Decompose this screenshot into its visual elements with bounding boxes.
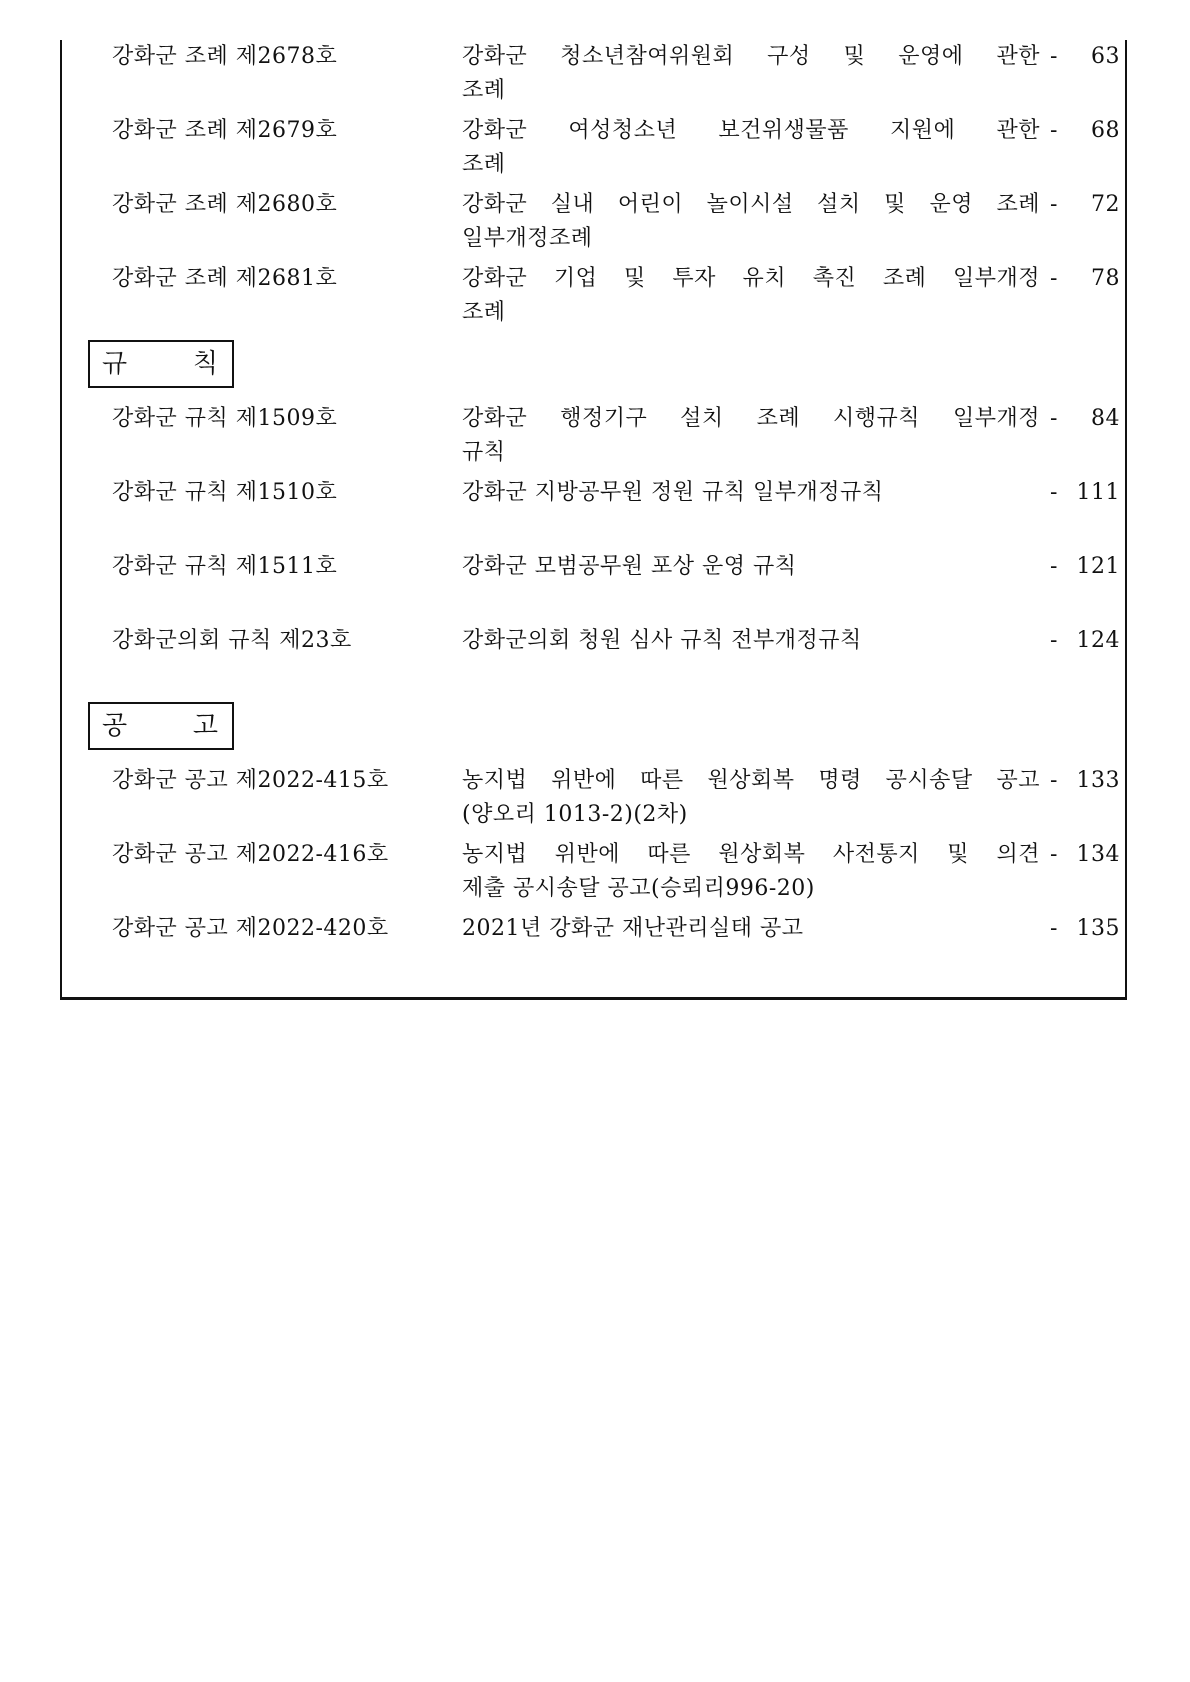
- section-heading-char: 칙: [192, 349, 218, 379]
- entry-number: 강화군 규칙 제1509호: [112, 406, 338, 431]
- section-heading-char: 고: [192, 711, 218, 741]
- entry-dash: -: [1050, 192, 1058, 217]
- entry-dash: -: [1050, 554, 1058, 579]
- entry-title: 강화군 기업 및 투자 유치 촉진 조례 일부개정: [462, 266, 1040, 291]
- entry-number: 강화군 공고 제2022-416호: [112, 842, 389, 867]
- entry-dash: -: [1050, 480, 1058, 505]
- entry-title-continued: 조례: [462, 152, 506, 177]
- entry-page: 78: [1091, 266, 1120, 291]
- entry-number: 강화군 조례 제2679호: [112, 118, 338, 143]
- entry-page: 111: [1076, 480, 1120, 505]
- entry-dash: -: [1050, 44, 1058, 69]
- document-frame: [60, 40, 1127, 1000]
- entry-title: 2021년 강화군 재난관리실태 공고: [462, 916, 804, 941]
- entry-title: 강화군 행정기구 설치 조례 시행규칙 일부개정: [462, 406, 1040, 431]
- entry-page: 72: [1091, 192, 1120, 217]
- entry-title-continued: 조례: [462, 78, 506, 103]
- entry-title-continued: 제출 공시송달 공고(승뢰리996-20): [462, 876, 815, 901]
- entry-page: 133: [1076, 768, 1120, 793]
- entry-page: 63: [1091, 44, 1120, 69]
- entry-title: 농지법 위반에 따른 원상회복 사전통지 및 의견: [462, 842, 1040, 867]
- entry-title-continued: 조례: [462, 300, 506, 325]
- entry-page: 84: [1091, 406, 1120, 431]
- entry-dash: -: [1050, 628, 1058, 653]
- entry-dash: -: [1050, 266, 1058, 291]
- entry-title: 농지법 위반에 따른 원상회복 명령 공시송달 공고: [462, 768, 1040, 793]
- entry-number: 강화군 조례 제2680호: [112, 192, 338, 217]
- entry-page: 134: [1076, 842, 1120, 867]
- entry-dash: -: [1050, 406, 1058, 431]
- section-heading-char: 공: [102, 711, 128, 741]
- entry-page: 135: [1076, 916, 1120, 941]
- entry-number: 강화군 규칙 제1511호: [112, 554, 338, 579]
- entry-page: 124: [1076, 628, 1120, 653]
- entry-number: 강화군 공고 제2022-420호: [112, 916, 389, 941]
- entry-dash: -: [1050, 916, 1058, 941]
- entry-title: 강화군 청소년참여위원회 구성 및 운영에 관한: [462, 44, 1040, 69]
- entry-title-continued: (양오리 1013-2)(2차): [462, 802, 688, 827]
- entry-number: 강화군 규칙 제1510호: [112, 480, 338, 505]
- entry-title: 강화군 실내 어린이 놀이시설 설치 및 운영 조례: [462, 192, 1040, 217]
- section-heading-notices: [88, 702, 234, 750]
- entry-title: 강화군 모범공무원 포상 운영 규칙: [462, 554, 797, 579]
- entry-number: 강화군 조례 제2678호: [112, 44, 338, 69]
- entry-number: 강화군의회 규칙 제23호: [112, 628, 352, 653]
- entry-dash: -: [1050, 768, 1058, 793]
- entry-title-continued: 규칙: [462, 440, 506, 465]
- section-heading-rules: [88, 340, 234, 388]
- entry-number: 강화군 조례 제2681호: [112, 266, 338, 291]
- entry-dash: -: [1050, 118, 1058, 143]
- entry-title-continued: 일부개정조례: [462, 226, 593, 251]
- entry-title: 강화군 지방공무원 정원 규칙 일부개정규칙: [462, 480, 884, 505]
- entry-dash: -: [1050, 842, 1058, 867]
- entry-title: 강화군 여성청소년 보건위생물품 지원에 관한: [462, 118, 1040, 143]
- entry-page: 68: [1091, 118, 1120, 143]
- entry-title: 강화군의회 청원 심사 규칙 전부개정규칙: [462, 628, 862, 653]
- section-heading-char: 규: [102, 349, 128, 379]
- entry-number: 강화군 공고 제2022-415호: [112, 768, 389, 793]
- entry-page: 121: [1076, 554, 1120, 579]
